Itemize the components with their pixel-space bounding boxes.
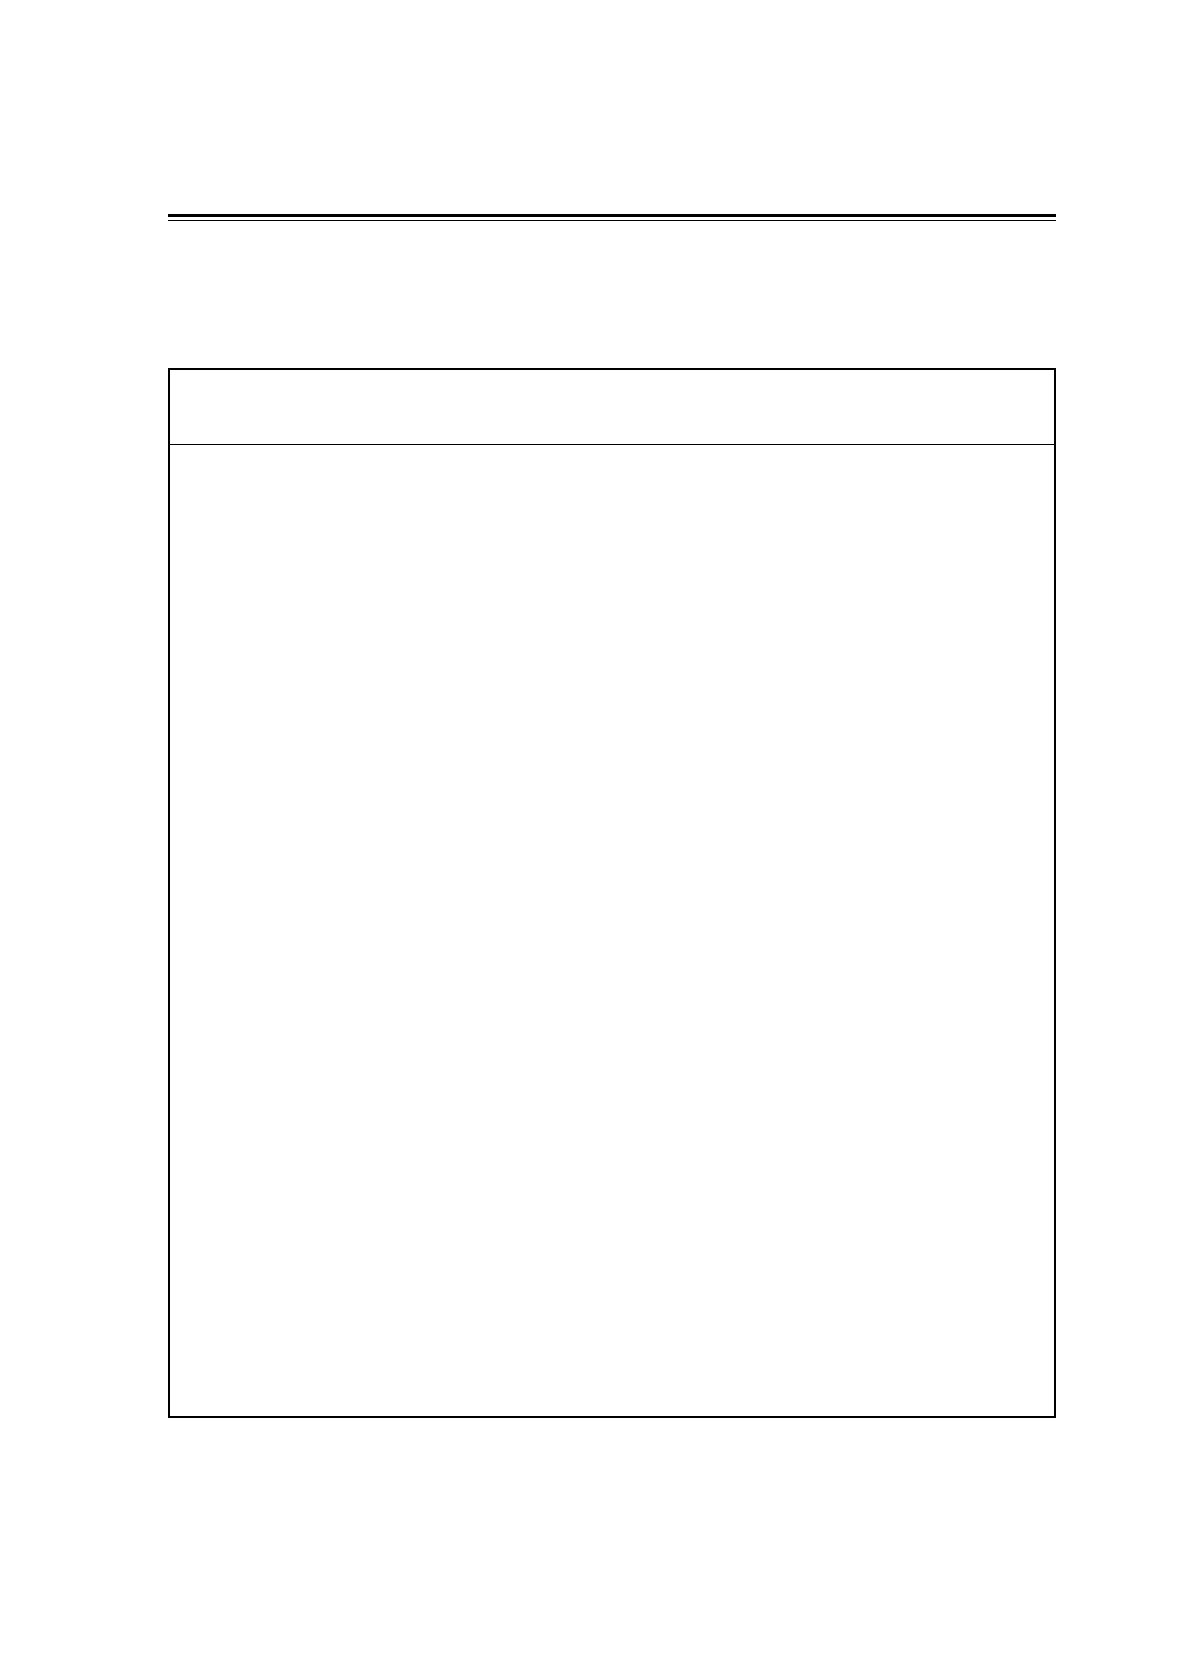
header-divider: [170, 444, 1054, 445]
header-rule-thin: [168, 220, 1056, 221]
header-rule-thick: [168, 214, 1056, 217]
table-title-thai: [170, 268, 206, 283]
table-title-english: [170, 306, 206, 321]
wage-table: [168, 368, 1056, 1418]
